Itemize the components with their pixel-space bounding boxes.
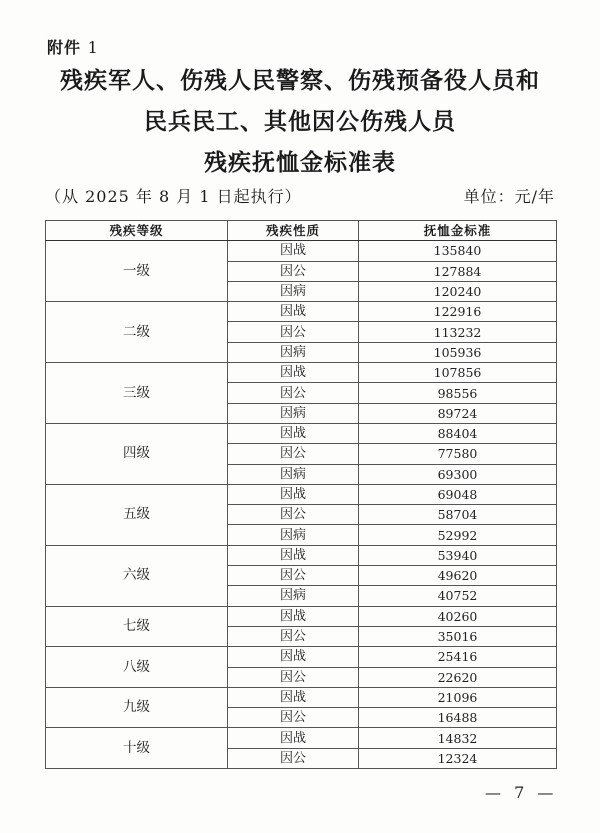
amount-cell: 122916 <box>359 302 557 322</box>
grade-cell: 十级 <box>46 728 228 769</box>
amount-cell: 25416 <box>359 647 557 667</box>
amount-cell: 22620 <box>359 667 557 687</box>
table-row <box>46 302 557 322</box>
table-meta <box>45 184 555 207</box>
amount-cell: 69048 <box>359 484 557 504</box>
nature-cell: 因公 <box>228 261 359 281</box>
amount-cell: 52992 <box>359 525 557 545</box>
nature-cell: 因病 <box>228 525 359 545</box>
nature-cell: 因病 <box>228 403 359 423</box>
table-row <box>46 363 557 383</box>
nature-cell: 因战 <box>228 606 359 626</box>
header-amount: 抚恤金标准 <box>359 221 557 241</box>
nature-cell: 因战 <box>228 687 359 707</box>
grade-cell: 五级 <box>46 484 228 545</box>
amount-cell: 58704 <box>359 505 557 525</box>
table-row <box>46 545 557 565</box>
amount-cell: 21096 <box>359 687 557 707</box>
unit-note: 单位：元/年 <box>463 187 555 206</box>
nature-cell: 因战 <box>228 728 359 748</box>
nature-cell: 因公 <box>228 667 359 687</box>
table-row <box>46 606 557 626</box>
nature-cell: 因病 <box>228 464 359 484</box>
nature-cell: 因战 <box>228 484 359 504</box>
amount-cell: 105936 <box>359 342 557 362</box>
amount-cell: 53940 <box>359 545 557 565</box>
grade-cell: 九级 <box>46 687 228 728</box>
nature-cell: 因战 <box>228 241 359 261</box>
document-title-line-2: 民兵民工、其他因公伤残人员 <box>144 108 456 135</box>
nature-cell: 因公 <box>228 383 359 403</box>
nature-cell: 因公 <box>228 566 359 586</box>
table-header-row <box>46 221 557 241</box>
amount-cell: 120240 <box>359 281 557 301</box>
table-row <box>46 484 557 504</box>
header-grade: 残疾等级 <box>46 221 228 241</box>
nature-cell: 因战 <box>228 647 359 667</box>
nature-cell: 因战 <box>228 302 359 322</box>
amount-cell: 14832 <box>359 728 557 748</box>
grade-cell: 八级 <box>46 647 228 688</box>
amount-cell: 40752 <box>359 586 557 606</box>
table-row <box>46 647 557 667</box>
attachment-number: 1 <box>87 38 99 57</box>
nature-cell: 因战 <box>228 363 359 383</box>
table-row <box>46 728 557 748</box>
page-number: — 7 — <box>485 783 558 802</box>
amount-cell: 12324 <box>359 748 557 768</box>
nature-cell: 因公 <box>228 322 359 342</box>
grade-cell: 六级 <box>46 545 228 606</box>
nature-cell: 因战 <box>228 423 359 443</box>
nature-cell: 因公 <box>228 626 359 646</box>
table-row <box>46 423 557 443</box>
amount-cell: 107856 <box>359 363 557 383</box>
nature-cell: 因公 <box>228 444 359 464</box>
document-title-line-1: 残疾军人、伤残人民警察、伤残预备役人员和 <box>60 67 540 94</box>
amount-cell: 113232 <box>359 322 557 342</box>
header-nature: 残疾性质 <box>228 221 359 241</box>
pension-standard-table <box>45 220 557 769</box>
amount-cell: 40260 <box>359 606 557 626</box>
nature-cell: 因公 <box>228 748 359 768</box>
document-title-line-3: 残疾抚恤金标准表 <box>204 149 396 176</box>
grade-cell: 三级 <box>46 363 228 424</box>
amount-cell: 98556 <box>359 383 557 403</box>
amount-cell: 135840 <box>359 241 557 261</box>
amount-cell: 127884 <box>359 261 557 281</box>
amount-cell: 89724 <box>359 403 557 423</box>
grade-cell: 七级 <box>46 606 228 647</box>
amount-cell: 77580 <box>359 444 557 464</box>
grade-cell: 二级 <box>46 302 228 363</box>
nature-cell: 因公 <box>228 505 359 525</box>
effective-date-note: （从 2025 年 8 月 1 日起执行） <box>45 187 302 206</box>
amount-cell: 49620 <box>359 566 557 586</box>
amount-cell: 35016 <box>359 626 557 646</box>
nature-cell: 因公 <box>228 708 359 728</box>
attachment-label <box>47 35 99 58</box>
nature-cell: 因病 <box>228 281 359 301</box>
amount-cell: 88404 <box>359 423 557 443</box>
table-body <box>46 241 557 769</box>
grade-cell: 一级 <box>46 241 228 302</box>
attachment-label-text: 附件 <box>47 38 82 57</box>
table-row <box>46 241 557 261</box>
nature-cell: 因病 <box>228 342 359 362</box>
table-row <box>46 687 557 707</box>
amount-cell: 69300 <box>359 464 557 484</box>
nature-cell: 因战 <box>228 545 359 565</box>
nature-cell: 因病 <box>228 586 359 606</box>
amount-cell: 16488 <box>359 708 557 728</box>
grade-cell: 四级 <box>46 423 228 484</box>
